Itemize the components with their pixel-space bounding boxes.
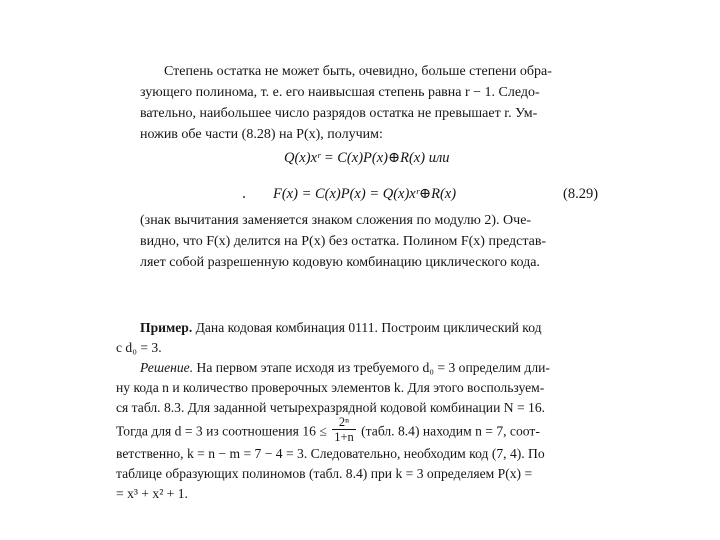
- solution-line: ну кода n и количество проверочных элементов k. Для этого воспользуем-: [116, 380, 545, 395]
- text-line: ветственно, k = n − m = 7 − 4 = 3. Следовательно, необходим код (7, 4). По: [116, 446, 545, 461]
- text-after-fraction: (табл. 8.4) находим n = 7, соот-: [357, 423, 540, 439]
- text-line: видно, что F(x) делится на P(x) без остатка. Полином F(x) представ-: [140, 234, 547, 249]
- text-line: вательно, наибольшее число разрядов остатка не превышает r. Ум-: [140, 106, 538, 121]
- solution-line: [116, 358, 612, 378]
- text-line: ножив обе части (8.28) на P(x), получим:: [140, 127, 383, 142]
- equation-number: (8.29): [563, 186, 599, 202]
- example-text: Дана кодовая комбинация 0111. Построим циклический код: [192, 320, 542, 335]
- paragraph-modulo-sum: [140, 210, 624, 273]
- text-line-with-fraction: [116, 415, 612, 444]
- solution-label: Решение.: [140, 360, 194, 375]
- example-label: Пример.: [140, 320, 193, 335]
- paragraph-code-length: [116, 415, 612, 504]
- text-line: таблице образующих полиномов (табл. 8.4) при k = 3 определяем P(x) =: [116, 466, 533, 481]
- text-line: ляет собой разрешенную кодовую комбинацию циклического кода.: [140, 255, 540, 270]
- example-block: [116, 318, 612, 418]
- fraction: [332, 415, 356, 444]
- text-line: = x³ + x² + 1.: [116, 486, 188, 501]
- paragraph-remainder-degree: [140, 61, 624, 145]
- example-line: [116, 318, 612, 338]
- solution-line: ся табл. 8.3. Для заданной четырехразрядной кодовой комбинации N = 16.: [116, 400, 546, 415]
- formula-f-x: F(x) = C(x)P(x) = Q(x)xʳ⊕R(x): [273, 186, 457, 202]
- text-before-fraction: Тогда для d = 3 из соотношения 16 ≤: [116, 423, 331, 439]
- text-line: Степень остатка не может быть, очевидно, больше степени обра-: [164, 64, 552, 79]
- formula-q-x: Q(x)xʳ = C(x)P(x)⊕R(x) или: [284, 150, 450, 166]
- fraction-numerator: 2ⁿ: [332, 415, 356, 430]
- text-line: зующего полинома, т. е. его наивысшая степень равна r − 1. Следо-: [140, 85, 540, 100]
- solution-text: На первом этапе исходя из требуемого d₀ = 3 определим дли-: [193, 360, 550, 375]
- fraction-denominator: 1+n: [334, 430, 354, 444]
- scan-speck: [243, 196, 245, 198]
- example-line: с d₀ = 3.: [116, 340, 162, 355]
- text-line: (знак вычитания заменяется знаком сложения по модулю 2). Оче-: [140, 213, 532, 228]
